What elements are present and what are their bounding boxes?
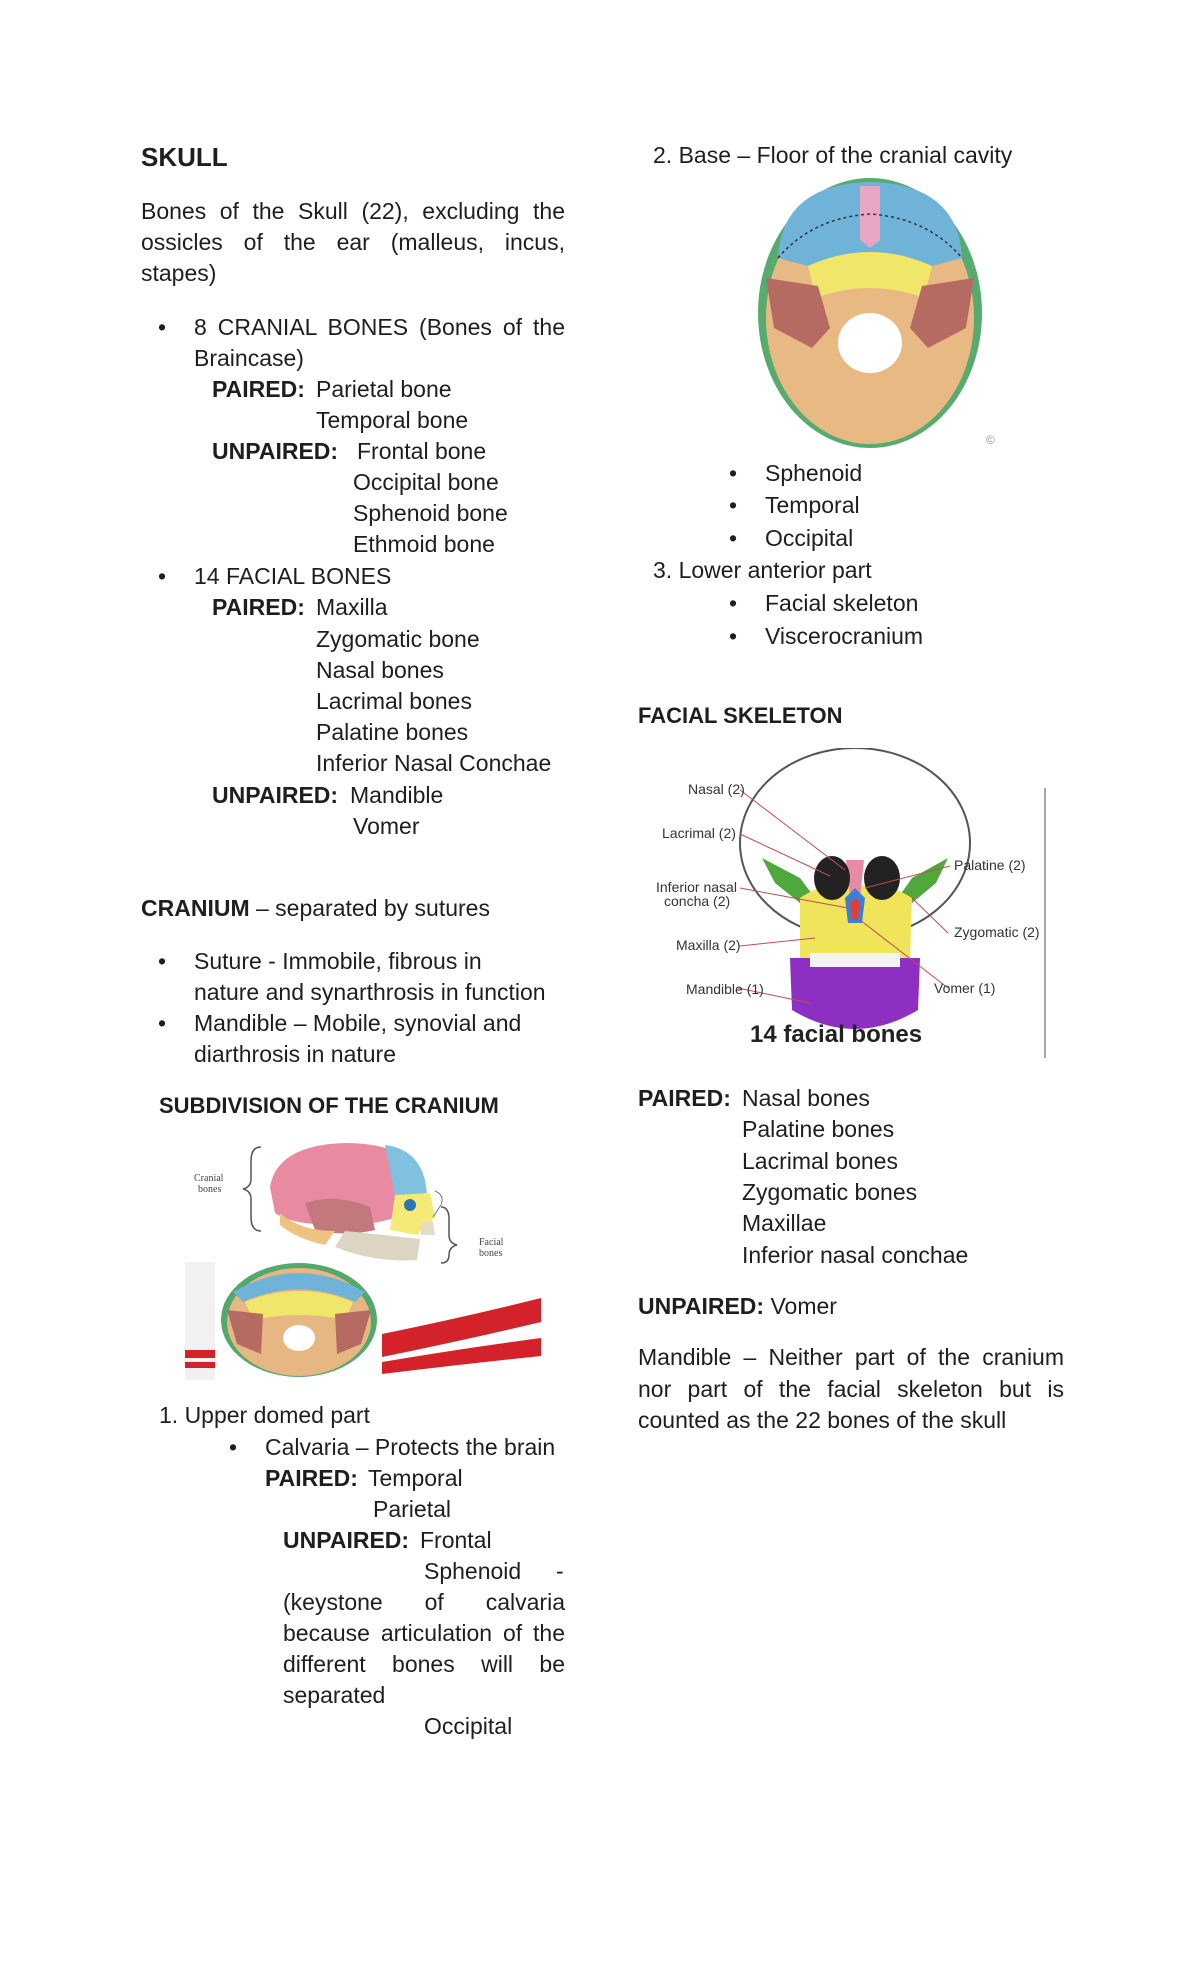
mandible-note-3: counted as the 22 bones of the skull <box>638 1407 1007 1433</box>
subdivision-item-3: 3. Lower anterior part <box>653 557 872 583</box>
svg-text:©: © <box>986 433 995 447</box>
cranium-text: – separated by sutures <box>249 895 490 921</box>
mandible-note-1: Mandible – Neither part of the cranium <box>638 1344 1064 1370</box>
facial-paired-1: Maxilla <box>316 594 388 620</box>
intro-line-2: ossicles of the ear (malleus, incus, <box>141 229 565 255</box>
fs-paired-2: Palatine bones <box>742 1116 895 1142</box>
facial-paired-6: Inferior Nasal Conchae <box>316 750 552 776</box>
label-concha: concha (2) <box>664 893 731 909</box>
intro-line-3: stapes) <box>141 260 217 286</box>
cranial-unpaired-label: UNPAIRED: <box>212 438 339 464</box>
label-maxilla: Maxilla (2) <box>676 937 741 953</box>
facial-paired-4: Lacrimal bones <box>316 688 472 714</box>
intro-line-1: Bones of the Skull (22), excluding the <box>141 198 565 224</box>
calvaria-unpaired-1: Frontal <box>420 1527 492 1553</box>
facial-skeleton-figure <box>650 748 1050 1060</box>
facial-unpaired-1: Mandible <box>350 782 444 808</box>
cranial-paired-1: Parietal bone <box>316 376 452 402</box>
facial-paired-2: Zygomatic bone <box>316 626 480 652</box>
label-inferior-nasal: Inferior nasal <box>656 879 737 895</box>
calvaria-unpaired-label: UNPAIRED: <box>283 1527 410 1553</box>
facial-paired-label: PAIRED: <box>212 594 305 620</box>
cranial-bones-label-1: Cranial <box>194 1173 224 1184</box>
suture-bullet-1: • Suture - Immobile, fibrous in <box>194 946 482 977</box>
label-zygomatic: Zygomatic (2) <box>954 924 1040 940</box>
cranial-heading: • 8 CRANIAL BONES (Bones of the <box>194 312 565 343</box>
subdivision-item-2: 2. Base – Floor of the cranial cavity <box>653 142 1013 168</box>
keystone-line-1: (keystone of calvaria <box>283 1589 565 1615</box>
calvaria-bullet: • Calvaria – Protects the brain <box>265 1432 555 1463</box>
fs-paired-6: Inferior nasal conchae <box>742 1242 969 1268</box>
base-bullet-2: • Temporal <box>765 490 860 521</box>
facial-figure-caption: 14 facial bones <box>750 1021 923 1048</box>
label-lacrimal: Lacrimal (2) <box>662 825 736 841</box>
fs-paired-label: PAIRED: <box>638 1085 731 1111</box>
suture-bullet-2: nature and synarthrosis in function <box>194 979 546 1005</box>
cranial-unpaired-3: Sphenoid bone <box>353 500 508 526</box>
cranial-unpaired-4: Ethmoid bone <box>353 531 495 557</box>
facial-paired-5: Palatine bones <box>316 719 469 745</box>
base-bullet-3: • Occipital <box>765 523 853 554</box>
lower-bullet-2: • Viscerocranium <box>765 621 923 652</box>
fs-paired-3: Lacrimal bones <box>742 1148 898 1174</box>
fs-unpaired-value: Vomer <box>770 1293 837 1319</box>
facial-paired-3: Nasal bones <box>316 657 444 683</box>
facial-unpaired-2: Vomer <box>353 813 420 839</box>
fs-unpaired-label: UNPAIRED: <box>638 1293 765 1319</box>
keystone-line-3: different bones will be <box>283 1651 565 1677</box>
base-bullet-1: • Sphenoid <box>765 458 862 489</box>
lower-bullet-1: • Facial skeleton <box>765 588 918 619</box>
mandible-note-2: nor part of the facial skeleton but is <box>638 1376 1064 1402</box>
fs-paired-5: Maxillae <box>742 1210 827 1236</box>
label-vomer: Vomer (1) <box>934 980 996 996</box>
cranial-unpaired-1: Frontal bone <box>357 438 487 464</box>
subdivision-item-1: 1. Upper domed part <box>159 1402 370 1428</box>
mandible-bullet-2: diarthrosis in nature <box>194 1041 396 1067</box>
cranial-paired-2: Temporal bone <box>316 407 469 433</box>
fs-unpaired-line <box>638 1291 837 1322</box>
subdivision-heading: SUBDIVISION OF THE CRANIUM <box>159 1093 499 1118</box>
cranial-bones-label-2: bones <box>198 1184 222 1195</box>
cranial-unpaired-2: Occipital bone <box>353 469 499 495</box>
fs-paired-1: Nasal bones <box>742 1085 870 1111</box>
cranial-paired-label: PAIRED: <box>212 376 305 402</box>
cranial-heading-2: Braincase) <box>194 345 304 371</box>
calvaria-paired-2: Parietal <box>373 1496 451 1522</box>
calvaria-sphenoid: Sphenoid <box>424 1558 522 1584</box>
calvaria-paired-1: Temporal <box>368 1465 463 1491</box>
label-mandible: Mandible (1) <box>686 981 764 997</box>
label-palatine: Palatine (2) <box>954 857 1026 873</box>
lateral-skull-figure <box>185 1135 525 1265</box>
facial-bones-label-1: Facial <box>479 1237 504 1248</box>
calvaria-sphenoid-dash: - <box>556 1558 564 1584</box>
label-nasal: Nasal (2) <box>688 781 745 797</box>
fs-paired-4: Zygomatic bones <box>742 1179 918 1205</box>
mandible-bullet-1: • Mandible – Mobile, synovial and <box>194 1008 521 1039</box>
facial-heading: • 14 FACIAL BONES <box>194 561 391 592</box>
page-title: SKULL <box>141 142 228 172</box>
calvaria-paired-label: PAIRED: <box>265 1465 358 1491</box>
cranial-base-figure-small <box>185 1262 541 1380</box>
cranium-label: CRANIUM <box>141 895 250 921</box>
keystone-line-2: because articulation of the <box>283 1620 565 1646</box>
cranial-base-figure <box>752 178 1002 458</box>
cranium-line <box>141 893 490 924</box>
facial-skeleton-heading: FACIAL SKELETON <box>638 703 843 728</box>
facial-bones-label-2: bones <box>479 1248 503 1259</box>
facial-unpaired-label: UNPAIRED: <box>212 782 339 808</box>
calvaria-occipital: Occipital <box>424 1713 513 1739</box>
keystone-line-4: separated <box>283 1682 386 1708</box>
